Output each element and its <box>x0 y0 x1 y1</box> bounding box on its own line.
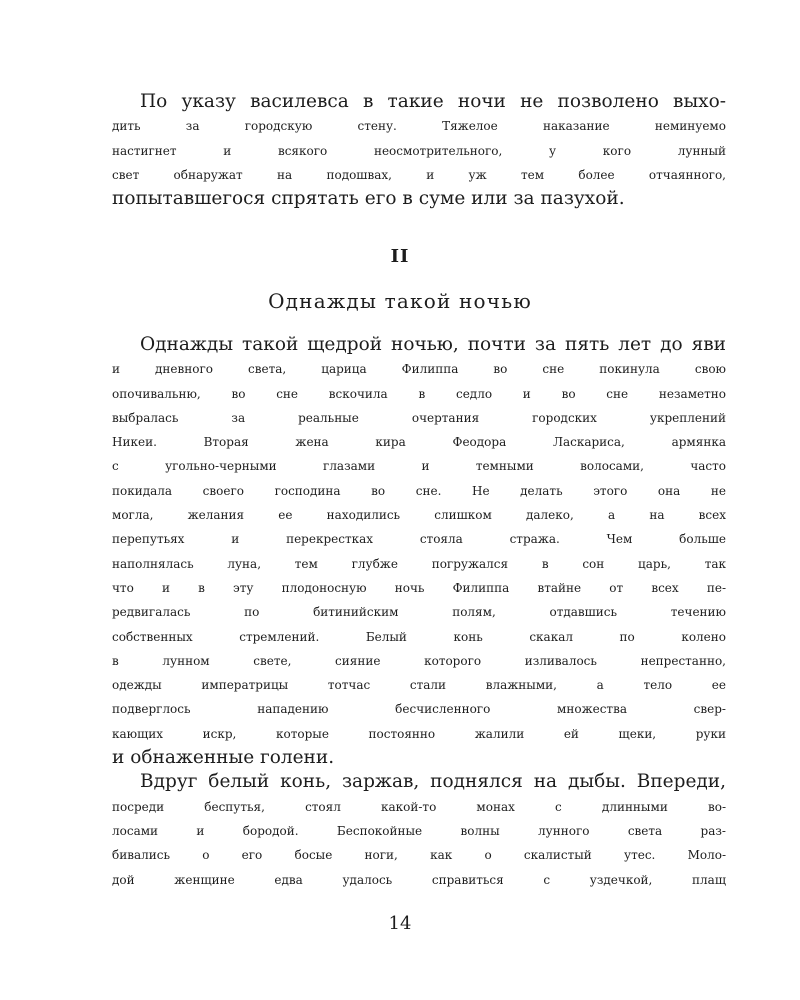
text-line: свет обнаружат на подошвах, и уж тем более отчаянного, <box>112 167 726 182</box>
text-line: опочивальню, во сне вскочила в седло и во сне незаметно <box>112 386 726 401</box>
text-line: собственных стремлений. Белый конь скакал по колено <box>112 629 726 644</box>
text-line: покидала своего господина во сне. Не делать этого она не <box>112 483 726 498</box>
chapter-title: Однажды такой ночью <box>268 289 532 313</box>
paragraph-1 <box>112 333 726 770</box>
intro-paragraph <box>112 90 726 211</box>
text-line: в лунном свете, сияние которого изливалось непрестанно, <box>112 653 726 668</box>
text-line: кающих искр, которые постоянно жалили ей щеки, руки <box>112 726 726 741</box>
text-line: подверглось нападению бесчисленного множества свер- <box>112 702 726 717</box>
text-line: редвигалась по битинийским полям, отдавшись течению <box>112 605 726 620</box>
text-line: и дневного света, царица Филиппа во сне покинула свою <box>112 362 726 377</box>
text-line: попытавшегося спрятать его в суме или за пазухой. <box>112 188 625 210</box>
text-line: наполнялась луна, тем глубже погружался в сон царь, так <box>112 556 726 571</box>
text-line: перепутьях и перекрестках стояла стража. Чем больше <box>112 532 726 547</box>
text-line: лосами и бородой. Беспокойные волны лунного света раз- <box>112 823 726 838</box>
text-line: Никеи. Вторая жена кира Феодора Ласкариса, армянка <box>112 435 726 450</box>
text-line: одежды императрицы тотчас стали влажными, а тело ее <box>112 678 726 693</box>
text-line: бивались о его босые ноги, как о скалистый утес. Моло- <box>112 848 726 863</box>
page-number: 14 <box>388 913 412 934</box>
text-line: Однажды такой щедрой ночью, почти за пять лет до яви <box>140 334 726 355</box>
text-line: с угольно-черными глазами и темными волосами, часто <box>112 459 726 474</box>
text-line: и обнаженные голени. <box>112 747 335 769</box>
text-line: Вдруг белый конь, заржав, поднялся на дыбы. Впереди, <box>140 771 726 793</box>
paragraph-2 <box>112 770 726 891</box>
text-line: настигнет и всякого неосмотрительного, у кого лунный <box>112 143 726 158</box>
chapter-body <box>112 333 726 892</box>
text-line: могла, желания ее находились слишком далеко, а на всех <box>112 508 726 523</box>
text-line: По указу василевса в такие ночи не позволено выхо- <box>140 91 726 112</box>
chapter-number: II <box>390 246 410 267</box>
text-line: дить за городскую стену. Тяжелое наказание неминуемо <box>112 119 726 134</box>
text-line: что и в эту плодоносную ночь Филиппа втайне от всех пе- <box>112 580 726 595</box>
text-line: посреди беспутья, стоял какой-то монах с длинными во- <box>112 799 726 814</box>
text-line: выбралась за реальные очертания городских укреплений <box>112 410 726 425</box>
text-line: дой женщине едва удалось справиться с уздечкой, плащ <box>112 872 726 887</box>
